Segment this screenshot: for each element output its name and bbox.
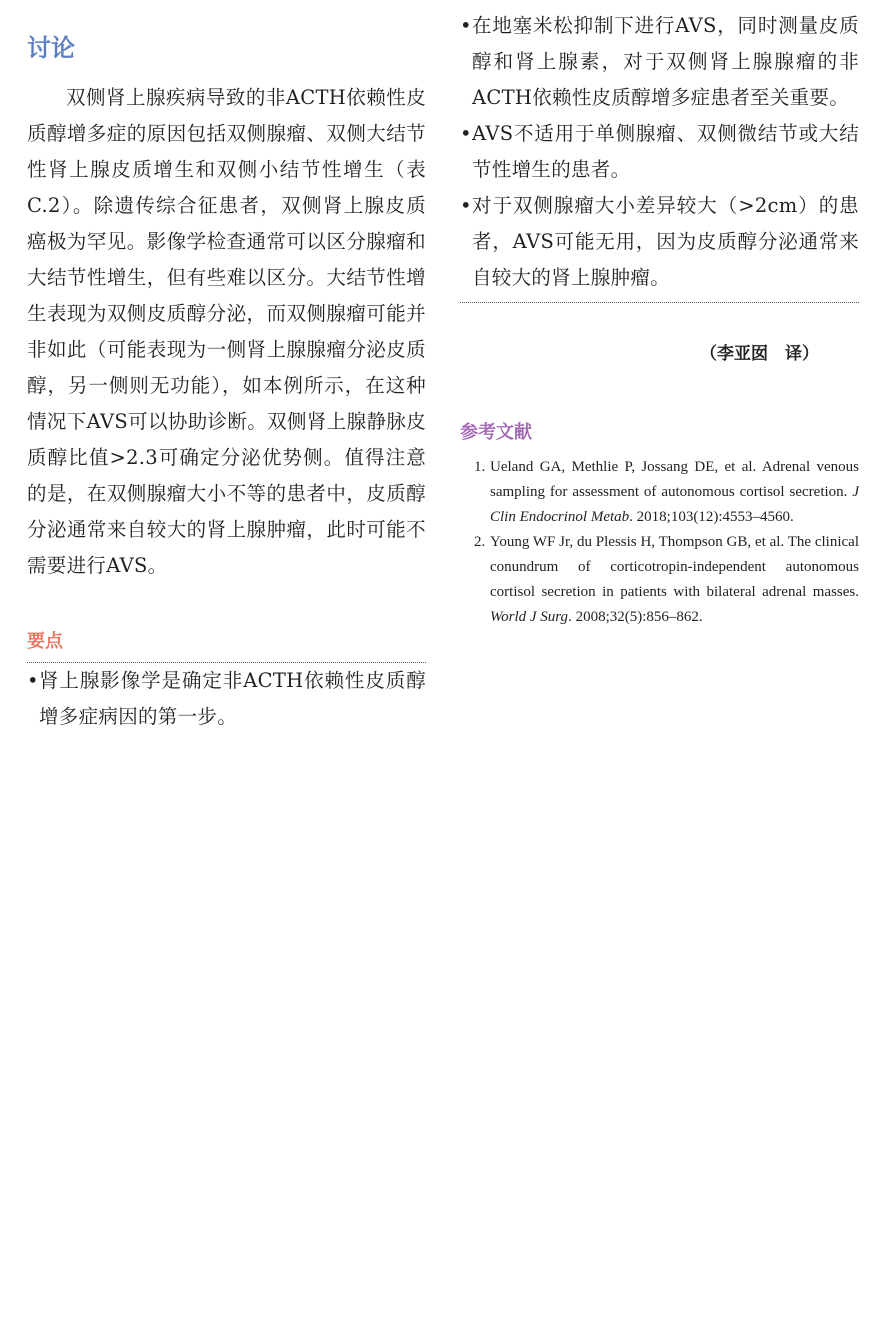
key-point-item	[460, 116, 859, 188]
key-points-list-right	[460, 8, 859, 296]
left-column	[27, 30, 426, 735]
key-points-end-divider	[460, 302, 859, 303]
discussion-paragraph: 双侧肾上腺疾病导致的非ACTH依赖性皮质醇增多症的原因包括双侧腺瘤、双侧大结节性肾上腺皮质增生和双侧小结节性增生（表C.2）。除遗传综合征患者，双侧肾上腺皮质癌极为罕见。影像学检查通常可以区分腺瘤和大结节性增生，但有些难以区分。大结节性增生表现为双侧皮质醇分泌，而双侧腺瘤可能并非如此（可能表现为一侧肾上腺腺瘤分泌皮质醇，另一侧则无功能），如本例所示，在这种情况下AVS可以协助诊断。双侧肾上腺静脉皮质醇比值>2.3可确定分泌优势侧。值得注意的是，在双侧腺瘤大小不等的患者中，皮质醇分泌通常来自较大的肾上腺肿瘤，此时可能不需要进行AVS。	[27, 86, 426, 577]
reference-journal: World J Surg	[490, 609, 569, 625]
references-list	[460, 455, 859, 630]
bullet-icon: •	[460, 14, 472, 37]
references-heading: 参考文献	[460, 422, 532, 443]
key-point-item	[460, 188, 859, 296]
key-point-item	[27, 663, 426, 735]
bullet-icon: •	[460, 194, 472, 217]
key-point-text: 肾上腺影像学是确定非ACTH依赖性皮质醇增多症病因的第一步。	[39, 669, 426, 728]
right-column	[460, 8, 859, 630]
reference-journal: J Clin Endocrinol Metab	[490, 484, 859, 525]
reference-number: 2.	[474, 534, 486, 550]
reference-item	[460, 530, 859, 630]
reference-item	[460, 455, 859, 530]
reference-number: 1.	[474, 459, 486, 475]
discussion-heading: 讨论	[27, 34, 75, 62]
reference-citation: . 2018;103(12):4553–4560.	[629, 509, 794, 525]
key-point-item	[460, 8, 859, 116]
reference-authors: Young WF Jr, du Plessis H, Thompson GB, et al. The clinical conundrum of corticotropin-independent autonomous cortisol secretion in patients with bilateral adrenal masses.	[490, 534, 859, 600]
reference-citation: . 2008;32(5):856–862.	[568, 609, 703, 625]
translator-credit: （李亚囡 译）	[700, 344, 819, 364]
key-point-text: 对于双侧腺瘤大小差异较大（>2cm）的患者，AVS可能无用，因为皮质醇分泌通常来自较大的肾上腺肿瘤。	[472, 194, 859, 289]
key-points-heading: 要点	[27, 631, 63, 652]
key-point-text: 在地塞米松抑制下进行AVS，同时测量皮质醇和肾上腺素，对于双侧肾上腺腺瘤的非ACTH依赖性皮质醇增多症患者至关重要。	[472, 14, 859, 109]
key-point-text: AVS不适用于单侧腺瘤、双侧微结节或大结节性增生的患者。	[472, 122, 859, 181]
bullet-icon: •	[460, 122, 472, 145]
key-points-list-left	[27, 663, 426, 735]
reference-authors: Ueland GA, Methlie P, Jossang DE, et al. Adrenal venous sampling for assessment of autonomous cortisol secretion.	[490, 459, 859, 500]
bullet-icon: •	[27, 669, 39, 692]
